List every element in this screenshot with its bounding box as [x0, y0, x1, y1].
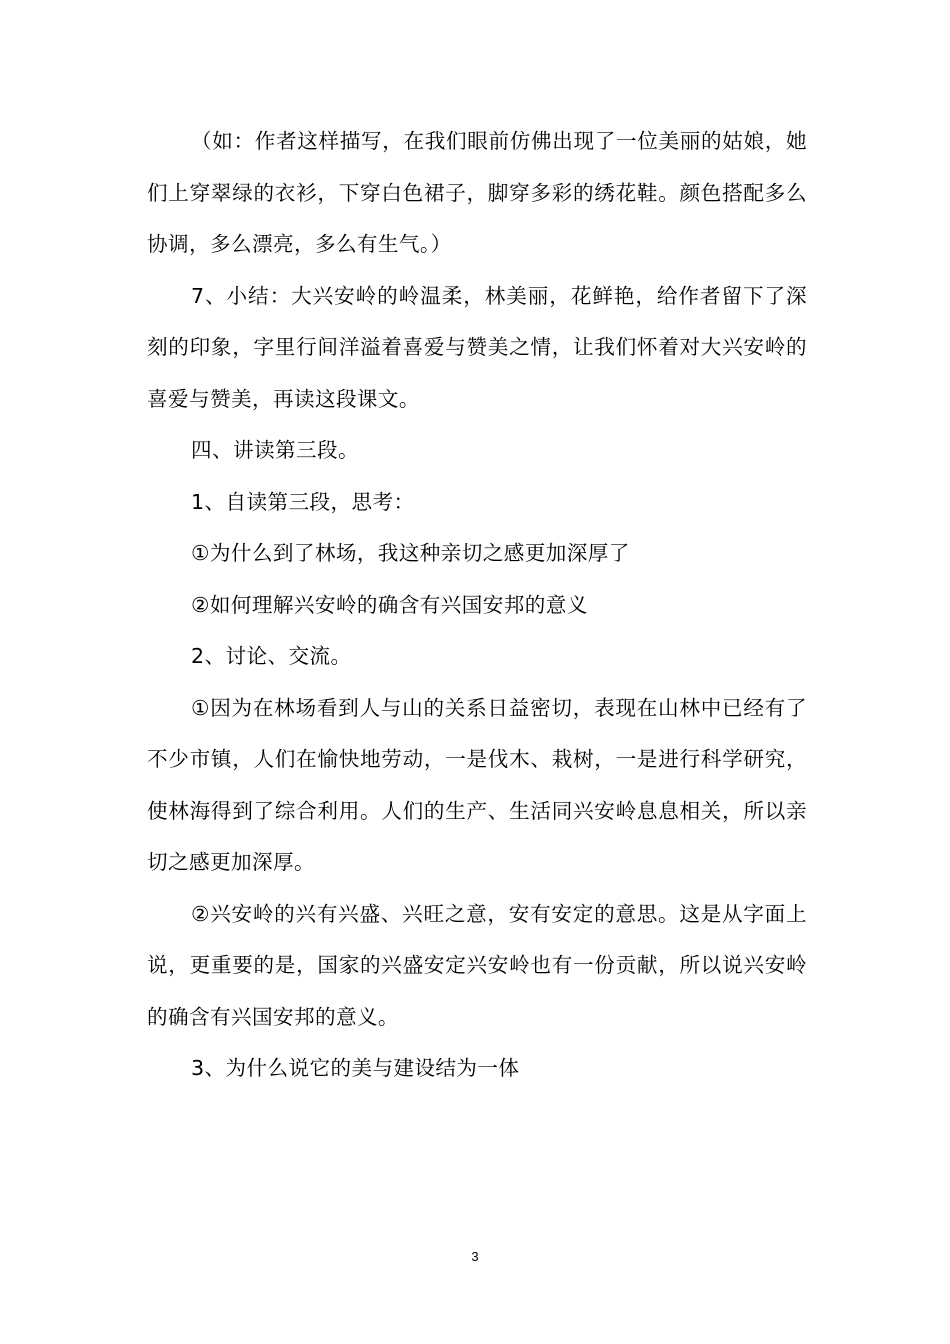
question-one: ①为什么到了林场，我这种亲切之感更加深厚了 [191, 541, 630, 565]
paragraph-self-reading-task: 1、自读第三段，思考： [191, 489, 415, 514]
answer-one: ①因为在林场看到人与山的关系日益密切，表现在山林中已经有了不少市镇，人们在愉快地劳动，一是伐木、栽树，一是进行科学研究，使林海得到了综合利用。人们的生产、生活同兴安岭息息相关，所以亲切之感更加深厚。 [147, 695, 807, 874]
page-number: 3 [471, 1249, 479, 1264]
document-body [147, 116, 807, 1095]
answer-two: ②兴安岭的兴有兴盛、兴旺之意，安有安定的意思。这是从字面上说，更重要的是，国家的兴盛安定兴安岭也有一份贡献，所以说兴安岭的确含有兴国安邦的意义。 [147, 901, 807, 1029]
question-three: 3、为什么说它的美与建设结为一体 [191, 1056, 520, 1080]
section-heading-part-four: 四、讲读第三段。 [191, 438, 359, 462]
paragraph-discussion: 2、讨论、交流。 [191, 644, 352, 668]
paragraph-summary: 7、小结：大兴安岭的岭温柔，林美丽，花鲜艳，给作者留下了深刻的印象，字里行间洋溢着喜爱与赞美之情，让我们怀着对大兴安岭的喜爱与赞美，再读这段课文。 [147, 283, 807, 411]
question-two: ②如何理解兴安岭的确含有兴国安邦的意义 [191, 592, 588, 617]
paragraph-example-description: （如：作者这样描写，在我们眼前仿佛出现了一位美丽的姑娘，她们上穿翠绿的衣衫，下穿白色裙子，脚穿多彩的绣花鞋。颜色搭配多么协调，多么漂亮，多么有生气。） [147, 129, 807, 256]
